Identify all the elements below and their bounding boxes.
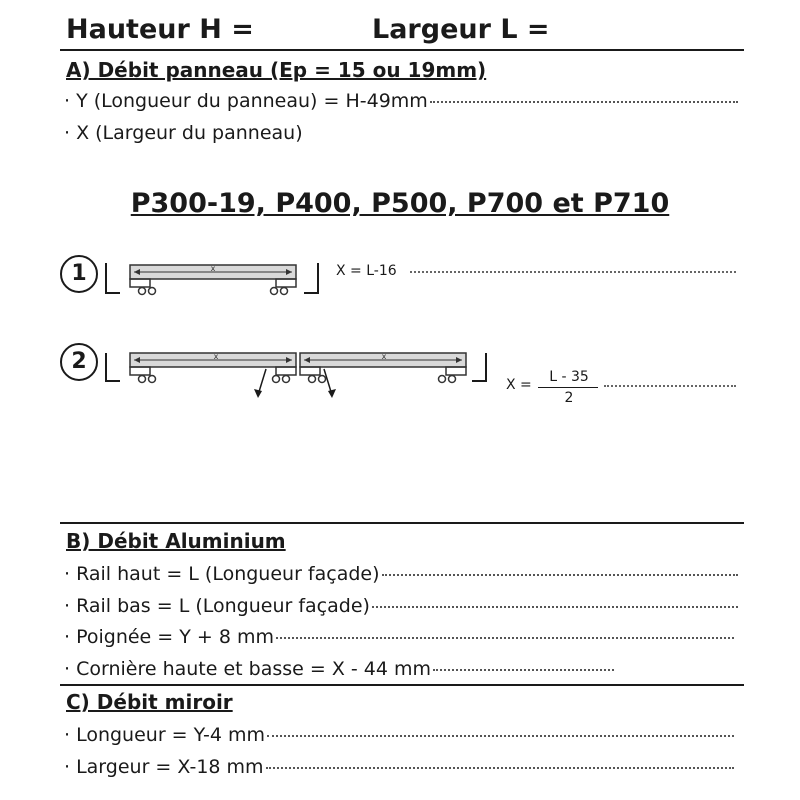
dotted-leader xyxy=(430,101,738,103)
section-b-item-rail-haut xyxy=(64,563,738,585)
section-c-item-text: · Largeur = X-18 mm xyxy=(64,756,264,778)
section-c-item-text: · Longueur = Y-4 mm xyxy=(64,724,265,746)
diagram-1-panel xyxy=(100,255,330,305)
section-a-item-text: · X (Largeur du panneau) xyxy=(64,122,303,144)
diagram-2-numerator: L - 35 xyxy=(549,369,589,385)
section-c-item-largeur xyxy=(64,756,734,778)
section-b-title: B) Débit Aluminium xyxy=(66,529,286,553)
fraction-bar xyxy=(538,387,598,388)
diagram-1-x-label: x xyxy=(210,264,216,273)
diagram-2-formula-prefix: X = xyxy=(506,377,532,393)
diagram-2-left-x-label: x xyxy=(213,352,219,361)
dotted-leader xyxy=(433,669,614,671)
dotted-leader xyxy=(276,637,734,639)
section-a-item-text: · Y (Longueur du panneau) = H-49mm xyxy=(64,90,428,112)
step-1-badge: 1 xyxy=(60,255,98,293)
section-b-item-text: · Poignée = Y + 8 mm xyxy=(64,626,274,648)
diagram-2-denominator: 2 xyxy=(564,390,574,406)
diagram-2-panels xyxy=(100,343,500,403)
section-b-divider xyxy=(60,522,744,524)
section-c-title: C) Débit miroir xyxy=(66,690,233,714)
dotted-leader xyxy=(372,606,738,608)
dotted-leader xyxy=(266,767,734,769)
section-a-title: A) Débit panneau (Ep = 15 ou 19mm) xyxy=(66,58,487,82)
section-b-item-poignee xyxy=(64,626,734,648)
step-2-badge: 2 xyxy=(60,343,98,381)
section-a-item-y xyxy=(64,90,738,112)
section-b-item-text: · Rail haut = L (Longueur façade) xyxy=(64,563,380,585)
diagram-2-right-x-label: x xyxy=(381,352,387,361)
section-b-item-corniere xyxy=(64,658,614,680)
diagram-1-formula: X = L-16 xyxy=(336,263,397,279)
models-heading: P300-19, P400, P500, P700 et P710 xyxy=(130,188,670,219)
dotted-leader xyxy=(382,574,738,576)
section-b-item-text: · Cornière haute et basse = X - 44 mm xyxy=(64,658,432,680)
dotted-leader xyxy=(410,271,736,273)
section-b-item-text: · Rail bas = L (Longueur façade) xyxy=(64,595,370,617)
hauteur-label: Hauteur H = xyxy=(66,14,254,45)
header-divider xyxy=(60,49,744,51)
dotted-leader xyxy=(267,735,734,737)
section-b-item-rail-bas xyxy=(64,595,738,617)
dotted-leader xyxy=(604,385,736,387)
section-a-item-x xyxy=(64,122,303,144)
section-c-item-longueur xyxy=(64,724,734,746)
section-c-divider xyxy=(60,684,744,686)
largeur-label: Largeur L = xyxy=(372,14,550,45)
